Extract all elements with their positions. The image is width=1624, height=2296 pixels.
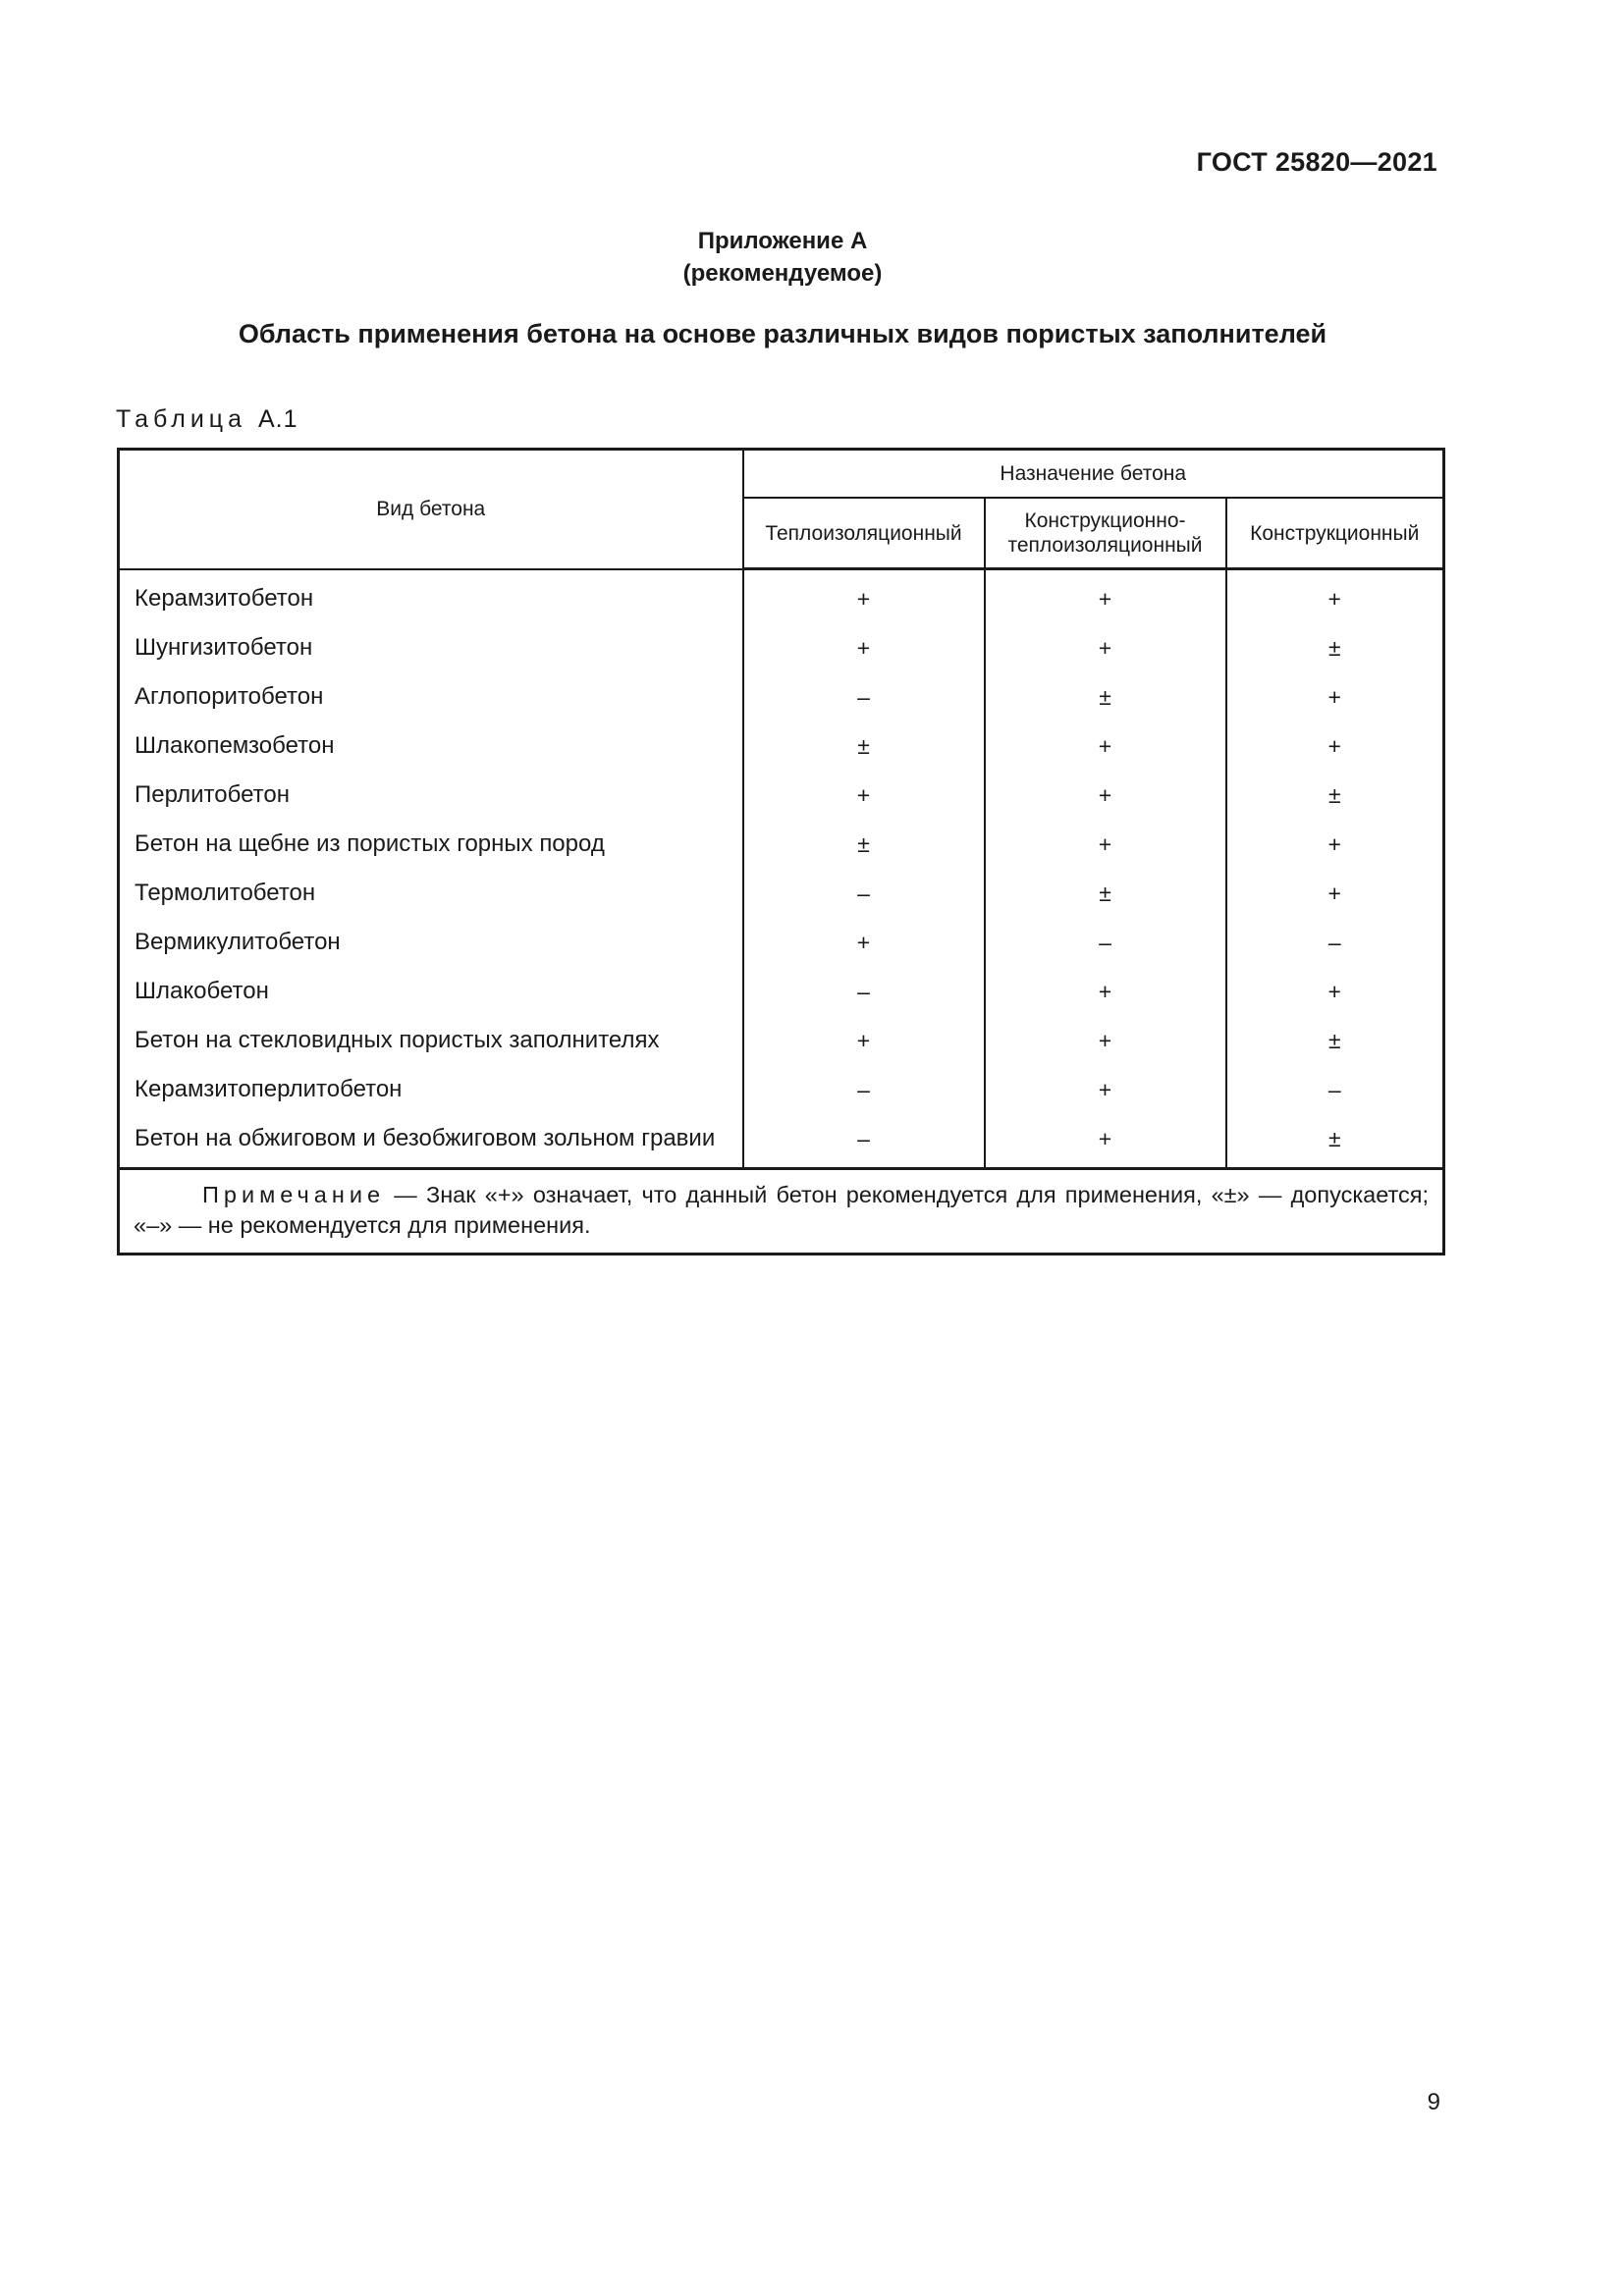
suitability-cell: ± (1226, 1114, 1444, 1169)
suitability-cell: – (743, 1065, 985, 1114)
suitability-cell: + (1226, 869, 1444, 918)
table-caption (116, 405, 298, 434)
suitability-cell: + (985, 771, 1226, 820)
concrete-type-cell: Бетон на обжиговом и безобжиговом зольном гравии (119, 1114, 743, 1169)
suitability-cell: ± (1226, 1016, 1444, 1065)
suitability-cell: + (1226, 967, 1444, 1016)
concrete-type-cell: Бетон на щебне из пористых горных пород (119, 820, 743, 869)
suitability-cell: + (985, 820, 1226, 869)
table-row (119, 869, 1444, 918)
standard-code: ГОСТ 25820—2021 (1196, 147, 1437, 177)
table-row (119, 1114, 1444, 1169)
suitability-cell: + (743, 771, 985, 820)
suitability-cell: + (1226, 820, 1444, 869)
suitability-cell: + (743, 623, 985, 672)
concrete-type-cell: Перлитобетон (119, 771, 743, 820)
concrete-type-cell: Шлакопемзобетон (119, 721, 743, 771)
suitability-cell: + (743, 569, 985, 624)
suitability-cell: + (1226, 569, 1444, 624)
header-purpose-group: Назначение бетона (743, 450, 1444, 499)
table-row (119, 967, 1444, 1016)
table-row (119, 672, 1444, 721)
concrete-type-cell: Вермикулитобетон (119, 918, 743, 967)
table-row (119, 771, 1444, 820)
header-structural-insulating: Конструкционно- теплоизоляционный (985, 498, 1226, 569)
suitability-cell: + (985, 721, 1226, 771)
suitability-cell: + (985, 623, 1226, 672)
table-caption-word: Таблица (116, 405, 247, 433)
suitability-cell: + (985, 1065, 1226, 1114)
table-row (119, 918, 1444, 967)
note-text: — Знак «+» означает, что данный бетон рекомендуется для применения, «±» — допускается; «–» — не рекомендуется для применения. (134, 1182, 1429, 1238)
concrete-type-cell: Керамзитобетон (119, 569, 743, 624)
table-caption-number: А.1 (257, 405, 298, 433)
suitability-cell: + (985, 1016, 1226, 1065)
table-row (119, 721, 1444, 771)
suitability-cell: + (985, 1114, 1226, 1169)
suitability-cell: – (1226, 1065, 1444, 1114)
suitability-cell: – (985, 918, 1226, 967)
suitability-cell: + (1226, 672, 1444, 721)
suitability-cell: ± (1226, 623, 1444, 672)
suitability-cell: + (743, 918, 985, 967)
suitability-cell: ± (1226, 771, 1444, 820)
concrete-type-cell: Термолитобетон (119, 869, 743, 918)
suitability-cell: ± (743, 721, 985, 771)
appendix-title: Область применения бетона на основе различных видов пористых заполнителей (238, 319, 1327, 348)
table-body (119, 569, 1444, 1169)
concrete-type-cell: Шлакобетон (119, 967, 743, 1016)
table-note (119, 1169, 1444, 1255)
note-label: Примечание (202, 1182, 386, 1207)
suitability-cell: ± (743, 820, 985, 869)
table-row (119, 1065, 1444, 1114)
appendix-status: (рекомендуемое) (682, 260, 883, 287)
table-row (119, 1016, 1444, 1065)
suitability-cell: + (985, 967, 1226, 1016)
suitability-cell: + (1226, 721, 1444, 771)
suitability-cell: – (1226, 918, 1444, 967)
appendix-heading (0, 225, 1565, 290)
header-structural: Конструкционный (1226, 498, 1444, 569)
suitability-cell: + (985, 569, 1226, 624)
concrete-type-cell: Керамзитоперлитобетон (119, 1065, 743, 1114)
suitability-cell: – (743, 1114, 985, 1169)
page-number: 9 (1427, 2089, 1440, 2115)
table-row (119, 623, 1444, 672)
appendix-label: Приложение А (697, 228, 868, 254)
suitability-cell: – (743, 967, 985, 1016)
concrete-type-cell: Аглопоритобетон (119, 672, 743, 721)
suitability-cell: – (743, 672, 985, 721)
suitability-cell: ± (985, 672, 1226, 721)
concrete-type-cell: Бетон на стекловидных пористых заполнителях (119, 1016, 743, 1065)
header-thermal-insulating: Теплоизоляционный (743, 498, 985, 569)
header-concrete-type: Вид бетона (119, 450, 743, 569)
suitability-cell: + (743, 1016, 985, 1065)
table-row (119, 569, 1444, 624)
suitability-cell: – (743, 869, 985, 918)
table-row (119, 820, 1444, 869)
concrete-application-table (117, 448, 1445, 1255)
concrete-type-cell: Шунгизитобетон (119, 623, 743, 672)
suitability-cell: ± (985, 869, 1226, 918)
